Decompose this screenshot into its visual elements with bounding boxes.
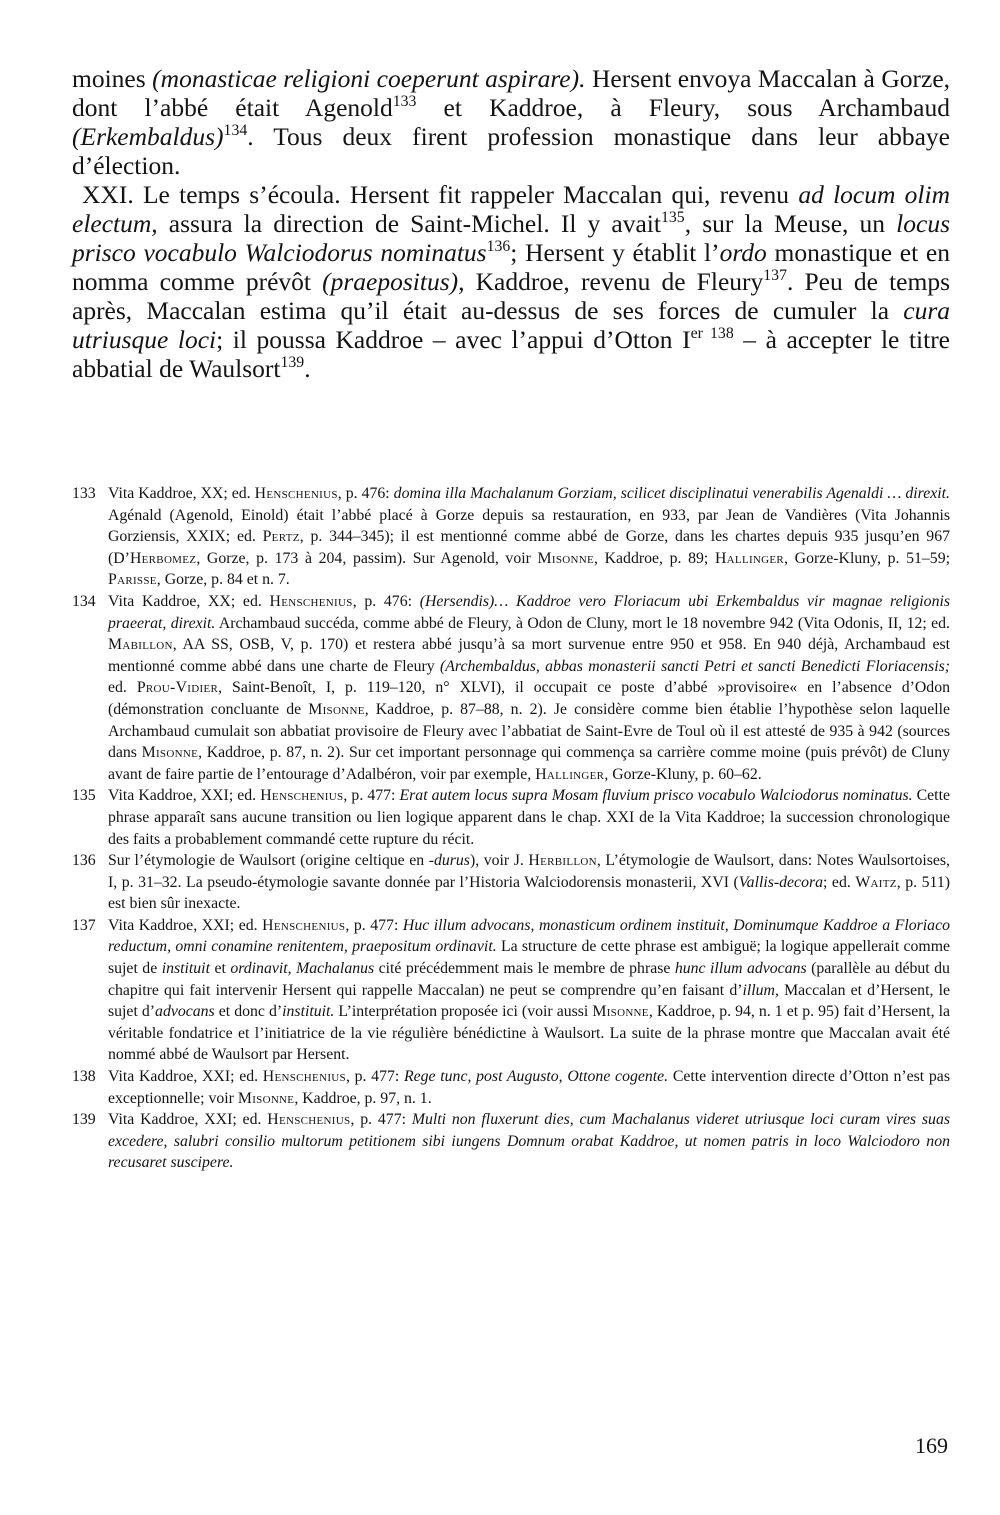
italic-run: cura utriusque loci: [72, 296, 950, 354]
page-number: 169: [915, 1433, 948, 1458]
text-run: . Tous deux firent profession monastique dans leur abbaye d’élection.: [72, 122, 950, 180]
text-run: , L’étymologie de Waulsort, dans: Notes Waulsortoises, I, p. 31–32. La pseudo-étymologie savante donnée par l’Historia Walciodorensis monasterii, XVI (: [108, 852, 950, 891]
author-name: Misonne: [308, 700, 365, 718]
text-run: , Kaddroe, p. 87, n. 2). Sur cet important personnage qui commença sa carrière comme moine (puis prévôt) de Cluny avant de faire partie de l’entourage d’Adalbéron, voir par exemple,: [108, 744, 951, 783]
footnote-ref: 137: [763, 267, 787, 285]
text-run: L’interprétation proposée ici (voir aussi: [334, 1003, 593, 1021]
author-name: Misonne: [141, 744, 199, 762]
text-run: cité précédemment mais le membre de phrase: [374, 960, 675, 978]
italic-run: locus prisco vocabulo Walciodorus nominatus: [72, 209, 950, 267]
author-name: Misonne: [592, 1003, 649, 1021]
italic-run: ordo: [719, 238, 767, 267]
text-run: , Kaddroe, p. 97, n. 1.: [294, 1089, 432, 1107]
text-run: La structure de cette phrase est ambiguë; la logique appellerait comme sujet de: [108, 938, 950, 978]
italic-run: -durus: [428, 852, 470, 870]
author-name: Henschenius: [262, 1068, 346, 1086]
author-name: Henschenius: [254, 485, 338, 502]
italic-run: (Archembaldus, abbas monasterii sancti Petri et sancti Benedicti Floriacensis;: [439, 657, 950, 675]
footnote-number: 137: [72, 916, 96, 934]
text-run: Vita Kaddroe, XXI; ed.: [108, 1068, 263, 1086]
footnote: [72, 1109, 950, 1174]
italic-run: illum,: [742, 981, 779, 999]
text-run: monastique et en nomma comme prévôt: [72, 238, 950, 296]
footnote-ref: 135: [660, 209, 685, 227]
footnote-ref: 134: [223, 122, 248, 140]
author-name: Herbomez: [129, 549, 197, 567]
footnote-ref: 139: [280, 354, 305, 372]
author-name: Hallinger: [714, 549, 785, 567]
author-name: Henschenius: [267, 1111, 351, 1129]
text-run: Vita Kaddroe, XX; ed.: [108, 485, 255, 502]
text-run: Kaddroe, revenu de Fleury: [464, 267, 764, 296]
footnote: [72, 785, 950, 850]
italic-run: Huc illum advocans, monasticum ordinem instituit, Dominumque Kaddroe a Floriaco reductum, omni conamine renitentem, praepositum ordinavit.: [108, 916, 950, 956]
italic-run: (Hersendis)… Kaddroe vero Floriacum ubi Erkembaldus vir magnae religionis praeerat, direxit.: [108, 592, 951, 632]
text-run: , p. 477:: [343, 787, 400, 805]
italic-run: hunc illum advocans: [674, 960, 807, 978]
text-run: Cette phrase apparaît sans aucune transition ou lien logique apparent dans le chap. XXI de la Vita Kaddroe; la succession chronologique des faits a probablement commandé cette rupture du récit.: [108, 787, 950, 848]
text-run: .: [304, 354, 311, 383]
author-name: Mabillon: [108, 636, 173, 654]
footnote-text: [108, 483, 950, 591]
text-run: , Gorze, p. 173 à 204, passim). Sur Agenold, voir: [196, 549, 538, 567]
text-run: , p. 476:: [337, 485, 394, 502]
footnote-text: [108, 785, 950, 850]
author-name: Parisse: [108, 571, 157, 589]
author-name: Henschenius: [262, 916, 346, 934]
italic-run: Erat autem locus supra Mosam fluvium prisco vocabulo Walciodorus nominatus.: [399, 787, 913, 805]
author-name: Henschenius: [269, 592, 353, 610]
footnote-text: [108, 1109, 950, 1174]
text-run: Archambaud succéda, comme abbé de Fleury, à Odon de Cluny, mort le 18 novembre 942 (Vita Odonis, II, 12; ed.: [215, 614, 950, 632]
text-run: , p. 477:: [345, 916, 403, 934]
text-run: Agénald (Agenold, Einold) était l’abbé placé à Gorze depuis sa restauration, en 933, par Jean de Vandières (Vita Johannis Gorziensis, XXIX; ed.: [108, 506, 950, 546]
text-run: Vita Kaddroe, XX; ed.: [108, 592, 270, 610]
author-name: Herbillon: [528, 852, 597, 870]
text-run: ed.: [108, 679, 137, 697]
main-text: [72, 64, 950, 383]
footnote-text: [108, 1066, 950, 1109]
footnote: [72, 591, 950, 785]
italic-run: Multi non fluxerunt dies, cum Machalanus videret utriusque loci curam vires suas excedere, salubri consilio multorum petitionem sibi iungens Domnum orabat Kaddroe, ut nomen patris in loco Walciodoro non recusaret suscipere.: [108, 1111, 950, 1172]
paragraph-1: [72, 64, 950, 180]
text-run: , Kaddroe, p. 94, n. 1 et p. 95) fait d’Hersent, la véritable fondatrice et l’initiatrice de la vie régulière bénédictine à Waulsort. La suite de la phrase montre que Maccalan avait été nommé abbé de Waulsort par Hersent.: [108, 1003, 950, 1064]
footnote-ref: 136: [486, 238, 511, 256]
text-run: , Gorze-Kluny, p. 60–62.: [604, 765, 762, 783]
author-name: Hallinger: [535, 765, 605, 783]
text-run: ; il poussa Kaddroe – avec l’appui d’Otton I: [216, 325, 691, 354]
footnote-number: 134: [72, 592, 96, 610]
footnote-number: 136: [72, 852, 96, 870]
text-run: moines: [72, 64, 153, 93]
text-run: , p. 476:: [352, 592, 420, 610]
text-run: ; Hersent y établit l’: [510, 238, 720, 267]
footnote: [72, 915, 950, 1066]
text-run: , p. 344–345); il est mentionné comme abbé de Gorze, dans les chartes depuis 935 jusqu’en 967 (D’: [108, 528, 950, 567]
italic-run: ad locum olim electum,: [72, 180, 950, 238]
text-run: , p. 511) est bien sûr inexacte.: [108, 873, 950, 913]
footnote-text: [108, 591, 950, 785]
text-run: Vita Kaddroe, XXI; ed.: [108, 1111, 268, 1129]
footnote-number: 133: [72, 485, 96, 502]
text-run: ; ed.: [823, 873, 856, 891]
text-run: XXI. Le temps s’écoula. Hersent fit rappeler Maccalan qui, revenu: [82, 180, 799, 209]
author-name: Misonne: [537, 549, 595, 567]
text-run: Hersent envoya Maccalan à Gorze, dont l’abbé était Agenold: [72, 64, 951, 122]
footnote-ref: 133: [392, 93, 417, 111]
footnote-number: 138: [72, 1068, 96, 1086]
italic-run: Vallis-decora: [738, 873, 824, 891]
author-name: Waitz: [855, 873, 897, 891]
text-run: , Kaddroe, p. 89;: [594, 549, 715, 567]
italic-run: instituit.: [282, 1003, 335, 1021]
text-run: , sur la Meuse, un: [684, 209, 897, 238]
author-name: Prou-Vidier: [136, 679, 219, 697]
text-run: , AA SS, OSB, V, p. 170) et restera abbé jusqu’à sa mort survenue entre 950 et 958. En 940 déjà, Archambaud est mentionné comme abbé dans une charte de Fleury: [108, 636, 950, 675]
footnote-text: [108, 915, 950, 1066]
italic-run: ordinavit, Machalanus: [230, 960, 375, 978]
italic-run: instituit: [161, 960, 210, 978]
author-name: Pertz: [262, 528, 300, 546]
text-run: , p. 477:: [350, 1111, 412, 1129]
text-run: Vita Kaddroe, XXI; ed.: [108, 787, 261, 805]
text-run: (parallèle au début du chapitre qui fait intervenir Hersent qui rappelle Maccalan) ne peut se comprendre qu’en faisant d’: [108, 960, 950, 999]
footnote-ref: er 138: [690, 325, 734, 343]
footnote-text: [108, 850, 950, 915]
text-run: ), voir J.: [469, 852, 529, 870]
text-run: et donc d’: [214, 1003, 283, 1021]
footnote-number: 139: [72, 1111, 96, 1129]
text-run: . Peu de temps après, Maccalan estima qu’il était au-dessus de ses forces de cumuler la: [72, 267, 950, 325]
italic-run: Rege tunc, post Augusto, Ottone cogente.: [403, 1068, 669, 1086]
italic-run: domina illa Machalanum Gorziam, scilicet disciplinatui venerabilis Agenaldi … direxit.: [393, 485, 950, 502]
text-run: , Gorze, p. 84 et n. 7.: [156, 571, 290, 589]
text-run: assura la direction de Saint-Michel. Il y avait: [157, 209, 661, 238]
text-run: , Saint-Benoît, I, p. 119–120, n° XLVI), il occupait ce poste d’abbé »provisoire« en l’absence d’Odon (démonstration concluante de: [108, 679, 950, 718]
text-run: Sur l’étymologie de Waulsort (origine celtique en: [108, 852, 429, 870]
footnote: [72, 850, 950, 915]
italic-run: (Erkembaldus): [72, 122, 224, 151]
text-run: , Kaddroe, p. 87–88, n. 2). Je considère comme bien établie l’hypothèse selon laquelle Archambaud cumulait son abbatiat provisoire de Fleury avec l’abbatiat de Saint-Evre de Toul où il est attesté de 935 à 942 (sources dans: [108, 700, 950, 762]
footnote: [72, 483, 950, 591]
text-run: Maccalan et d’Hersent, le sujet d’: [108, 981, 950, 1021]
footnotes: [72, 483, 950, 1174]
italic-run: (praepositus),: [322, 267, 465, 296]
text-run: Cette intervention directe d’Otton n’est pas exceptionnelle; voir: [108, 1068, 950, 1107]
author-name: Misonne: [237, 1089, 295, 1107]
footnote-number: 135: [72, 787, 96, 805]
italic-run: (monasticae religioni coeperunt aspirare).: [152, 64, 586, 93]
text-run: Vita Kaddroe, XXI; ed.: [108, 916, 263, 934]
footnote: [72, 1066, 950, 1109]
author-name: Henschenius: [260, 787, 344, 805]
italic-run: advocans: [155, 1003, 215, 1021]
paragraph-2: [72, 180, 950, 383]
text-run: et: [209, 960, 231, 978]
text-run: – à accepter le titre abbatial de Waulsort: [72, 325, 951, 383]
text-run: , p. 477:: [345, 1068, 404, 1086]
text-run: , Gorze-Kluny, p. 51–59;: [784, 549, 950, 567]
text-run: et Kaddroe, à Fleury, sous Archambaud: [416, 93, 950, 122]
